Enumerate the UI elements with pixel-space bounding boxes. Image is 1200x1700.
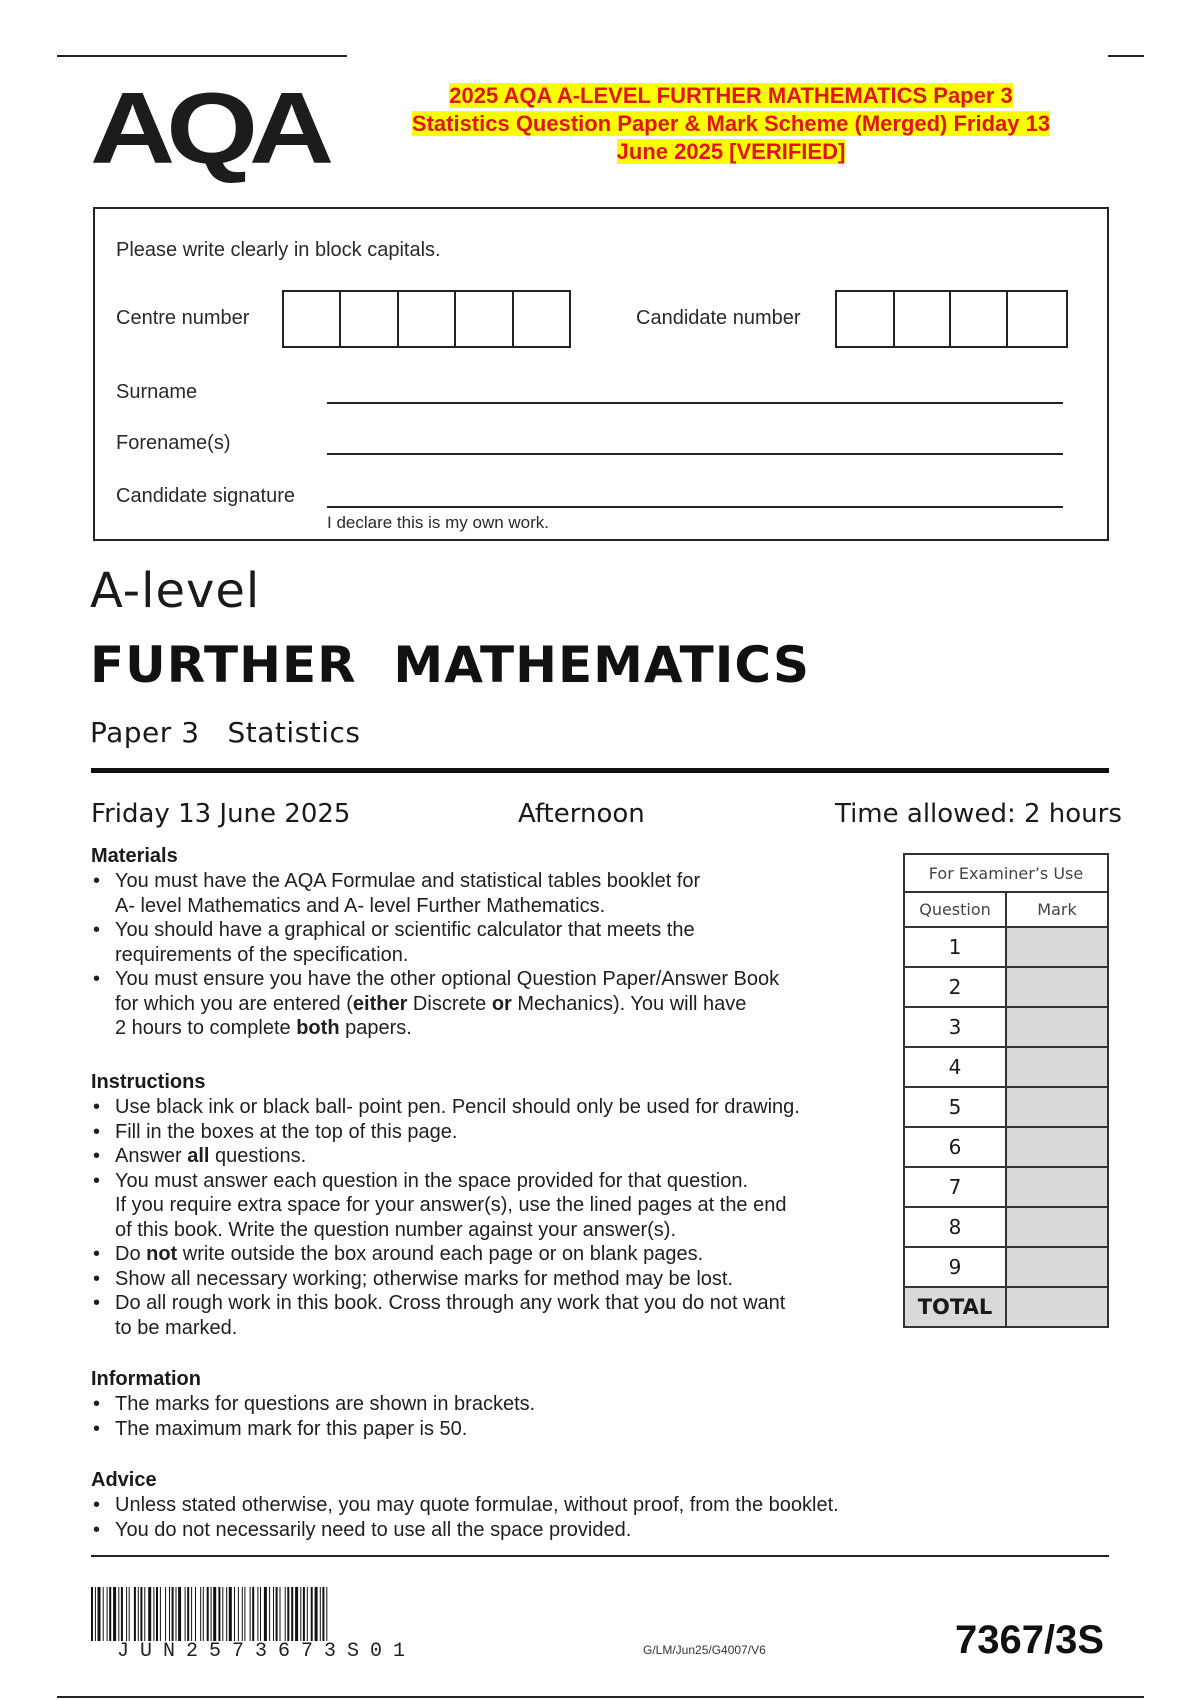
barcode-bar (118, 1587, 119, 1641)
barcode-bar (285, 1587, 286, 1641)
barcode-bar (295, 1587, 298, 1641)
examiner-use-table (903, 853, 1109, 1328)
candidate-digit-box[interactable] (837, 292, 895, 346)
instructions-heading: Instructions (91, 1071, 206, 1093)
barcode-bar (300, 1587, 301, 1641)
barcode-bar (176, 1587, 177, 1641)
list-item-line: of this book. Write the question number against your answer(s). (115, 1218, 677, 1241)
text-run: questions. (209, 1145, 307, 1167)
barcode-bar (218, 1587, 220, 1641)
emphasis: either (352, 992, 408, 1015)
barcode-bar (244, 1587, 245, 1641)
mark-cell (1006, 1247, 1108, 1287)
barcode-bar (229, 1587, 232, 1641)
question-column-header: Question (904, 892, 1006, 927)
list-item (91, 1242, 891, 1267)
barcode-bar (91, 1587, 93, 1641)
signature-field[interactable] (327, 506, 1063, 508)
candidate-digit-box[interactable] (895, 292, 951, 346)
information-section (91, 1367, 891, 1441)
list-item: • Use black ink or black ball- point pen. Pencil should only be used for drawing. (91, 1095, 891, 1120)
barcode-bar (264, 1587, 267, 1641)
paper-title (90, 716, 361, 749)
list-item (91, 967, 891, 1041)
list-item-line: • You must ensure you have the other optional Question Paper/Answer Book (115, 968, 780, 990)
emphasis: all (187, 1145, 210, 1167)
barcode-bar (320, 1587, 321, 1641)
list-item (91, 869, 891, 918)
barcode-bar (103, 1587, 104, 1641)
list-item: • Fill in the boxes at the top of this page. (91, 1120, 891, 1145)
barcode-bar (311, 1587, 313, 1641)
barcode-bar (252, 1587, 254, 1641)
barcode-bar (178, 1587, 181, 1641)
qualification-level: A-level (90, 563, 261, 619)
barcode-bar (291, 1587, 293, 1641)
barcode-bar (191, 1587, 192, 1641)
exam-date: Friday 13 June 2025 (91, 799, 351, 829)
mark-cell (1006, 1007, 1108, 1047)
barcode (91, 1587, 503, 1641)
barcode-bar (107, 1587, 108, 1641)
barcode-bar (203, 1587, 204, 1641)
title-banner (370, 82, 1092, 166)
top-rule-left (57, 55, 347, 57)
list-item (91, 1144, 891, 1169)
question-number: 9 (904, 1247, 1006, 1287)
document-reference: G/LM/Jun25/G4007/V6 (643, 1643, 766, 1657)
list-item (91, 918, 891, 967)
list-item (91, 1291, 891, 1340)
banner-line-3: June 2025 [VERIFIED] (616, 139, 846, 164)
advice-heading: Advice (91, 1469, 157, 1491)
top-rule-right (1108, 55, 1144, 57)
text-run: Do (115, 1243, 147, 1265)
barcode-bar (148, 1587, 151, 1641)
barcode-bar (234, 1587, 235, 1641)
subject-title: FURTHER MATHEMATICS (90, 636, 811, 694)
list-item-line: • Do all rough work in this book. Cross through any work that you do not want (115, 1292, 786, 1314)
barcode-bar (280, 1587, 281, 1641)
barcode-bar (303, 1587, 305, 1641)
barcode-bar (195, 1587, 196, 1641)
barcode-bar (287, 1587, 289, 1641)
list-item-line (115, 1016, 891, 1041)
exam-session: Afternoon (518, 799, 645, 829)
list-item-line: to be marked. (115, 1316, 238, 1339)
candidate-digit-box[interactable] (951, 292, 1008, 346)
mark-cell (1006, 1127, 1108, 1167)
paper-code: 7367/3S (955, 1618, 1105, 1662)
barcode-bar (187, 1587, 189, 1641)
centre-digit-box[interactable] (284, 292, 341, 346)
barcode-bar (326, 1587, 327, 1641)
examiner-table-heading: For Examiner’s Use (904, 854, 1108, 892)
barcode-bar (165, 1587, 166, 1641)
text-run: Answer (115, 1145, 188, 1167)
barcode-bar (211, 1587, 212, 1641)
barcode-bar (242, 1587, 243, 1641)
mark-cell (1006, 1207, 1108, 1247)
barcode-bar (140, 1587, 142, 1641)
barcode-bar (138, 1587, 139, 1641)
mark-cell (1006, 927, 1108, 967)
mark-cell (1006, 1087, 1108, 1127)
list-item-line: • You must have the AQA Formulae and statistical tables booklet for (115, 870, 701, 892)
barcode-bar (98, 1587, 101, 1641)
advice-section (91, 1468, 971, 1542)
surname-label: Surname (116, 381, 198, 403)
barcode-bar (276, 1587, 278, 1641)
barcode-bar (95, 1587, 96, 1641)
list-item: • You do not necessarily need to use all the space provided. (91, 1518, 971, 1543)
barcode-bar (172, 1587, 174, 1641)
paper-component: Statistics (227, 716, 361, 749)
page-bottom-rule (57, 1696, 1144, 1698)
barcode-bar (153, 1587, 154, 1641)
candidate-number-boxes[interactable] (835, 290, 1068, 348)
text-run: Discrete (407, 992, 492, 1015)
text-run: for which you are entered ( (115, 992, 353, 1015)
barcode-bar (250, 1587, 251, 1641)
barcode-bar (269, 1587, 270, 1641)
barcode-bar (200, 1587, 201, 1641)
total-mark-cell (1006, 1287, 1108, 1327)
list-item-line (115, 992, 891, 1017)
total-label: TOTAL (904, 1287, 1006, 1327)
barcode-bar (134, 1587, 136, 1641)
mark-cell (1006, 1167, 1108, 1207)
footer-rule (91, 1555, 1109, 1557)
barcode-bar (126, 1587, 127, 1641)
barcode-bar (144, 1587, 145, 1641)
materials-section (91, 844, 891, 1041)
banner-line-1: 2025 AQA A-LEVEL FURTHER MATHEMATICS Paper 3 (449, 83, 1013, 108)
forename-field[interactable] (327, 453, 1063, 455)
forename-label: Forename(s) (116, 432, 231, 454)
barcode-bar (160, 1587, 161, 1641)
question-number: 7 (904, 1167, 1006, 1207)
barcode-bar (213, 1587, 216, 1641)
text-run: Mechanics). You will have (511, 992, 747, 1015)
question-number: 1 (904, 927, 1006, 967)
question-number: 2 (904, 967, 1006, 1007)
barcode-bar (109, 1587, 111, 1641)
candidate-details-box (93, 207, 1109, 541)
mark-column-header: Mark (1006, 892, 1108, 927)
question-number: 5 (904, 1087, 1006, 1127)
question-number: 3 (904, 1007, 1006, 1047)
mark-cell (1006, 1047, 1108, 1087)
time-allowed: Time allowed: 2 hours (835, 799, 1122, 829)
barcode-bar (129, 1587, 130, 1641)
barcode-bar (322, 1587, 324, 1641)
block-capitals-instruction: Please write clearly in block capitals. (116, 239, 441, 261)
barcode-bar (169, 1587, 170, 1641)
centre-digit-box[interactable] (514, 292, 569, 346)
question-number: 8 (904, 1207, 1006, 1247)
centre-digit-box[interactable] (399, 292, 456, 346)
information-heading: Information (91, 1368, 201, 1390)
list-item-line: If you require extra space for your answer(s), use the lined pages at the end (115, 1194, 787, 1216)
barcode-bar (307, 1587, 308, 1641)
centre-number-boxes[interactable] (282, 290, 571, 348)
declaration-text: I declare this is my own work. (327, 513, 550, 532)
emphasis: or (491, 992, 512, 1015)
paper-number: Paper 3 (90, 716, 200, 749)
banner-line-2: Statistics Question Paper & Mark Scheme (Merged) Friday 13 (411, 111, 1051, 136)
question-number: 4 (904, 1047, 1006, 1087)
barcode-bar (273, 1587, 274, 1641)
barcode-bar (207, 1587, 209, 1641)
list-item (91, 1169, 891, 1243)
list-item-line: requirements of the specification. (115, 943, 409, 966)
aqa-logo: AQA (90, 71, 326, 186)
text-run: write outside the box around each page or on blank pages. (177, 1243, 704, 1265)
candidate-number-label: Candidate number (636, 307, 801, 329)
barcode-bar (226, 1587, 227, 1641)
list-item: • The maximum mark for this paper is 50. (91, 1417, 891, 1442)
centre-digit-box[interactable] (456, 292, 514, 346)
barcode-bar (113, 1587, 116, 1641)
surname-field[interactable] (327, 402, 1063, 404)
mark-cell (1006, 967, 1108, 1007)
barcode-bar (257, 1587, 258, 1641)
centre-digit-box[interactable] (341, 292, 399, 346)
materials-heading: Materials (91, 845, 178, 867)
barcode-bar (315, 1587, 318, 1641)
text-run: papers. (339, 1017, 412, 1039)
emphasis: both (296, 1017, 340, 1039)
barcode-bar (222, 1587, 223, 1641)
barcode-bar (238, 1587, 239, 1641)
heading-rule (91, 768, 1109, 773)
list-item-line: A- level Mathematics and A- level Further Mathematics. (115, 894, 606, 917)
list-item: • Show all necessary working; otherwise marks for method may be lost. (91, 1267, 891, 1292)
text-run: 2 hours to complete (115, 1017, 297, 1039)
instructions-section (91, 1070, 891, 1340)
emphasis: not (146, 1243, 178, 1265)
signature-label: Candidate signature (116, 485, 296, 507)
centre-number-label: Centre number (116, 307, 250, 329)
list-item-line: • You should have a graphical or scientific calculator that meets the (115, 919, 695, 941)
question-number: 6 (904, 1127, 1006, 1167)
list-item-line: • You must answer each question in the space provided for that question. (115, 1169, 748, 1192)
list-item: • Unless stated otherwise, you may quote formulae, without proof, from the booklet. (91, 1493, 971, 1518)
barcode-bar (156, 1587, 158, 1641)
barcode-text: JUN2573673S01 (117, 1640, 417, 1663)
barcode-bar (121, 1587, 123, 1641)
candidate-digit-box[interactable] (1008, 292, 1066, 346)
barcode-bar (260, 1587, 261, 1641)
list-item: • The marks for questions are shown in brackets. (91, 1392, 891, 1417)
barcode-bar (185, 1587, 186, 1641)
